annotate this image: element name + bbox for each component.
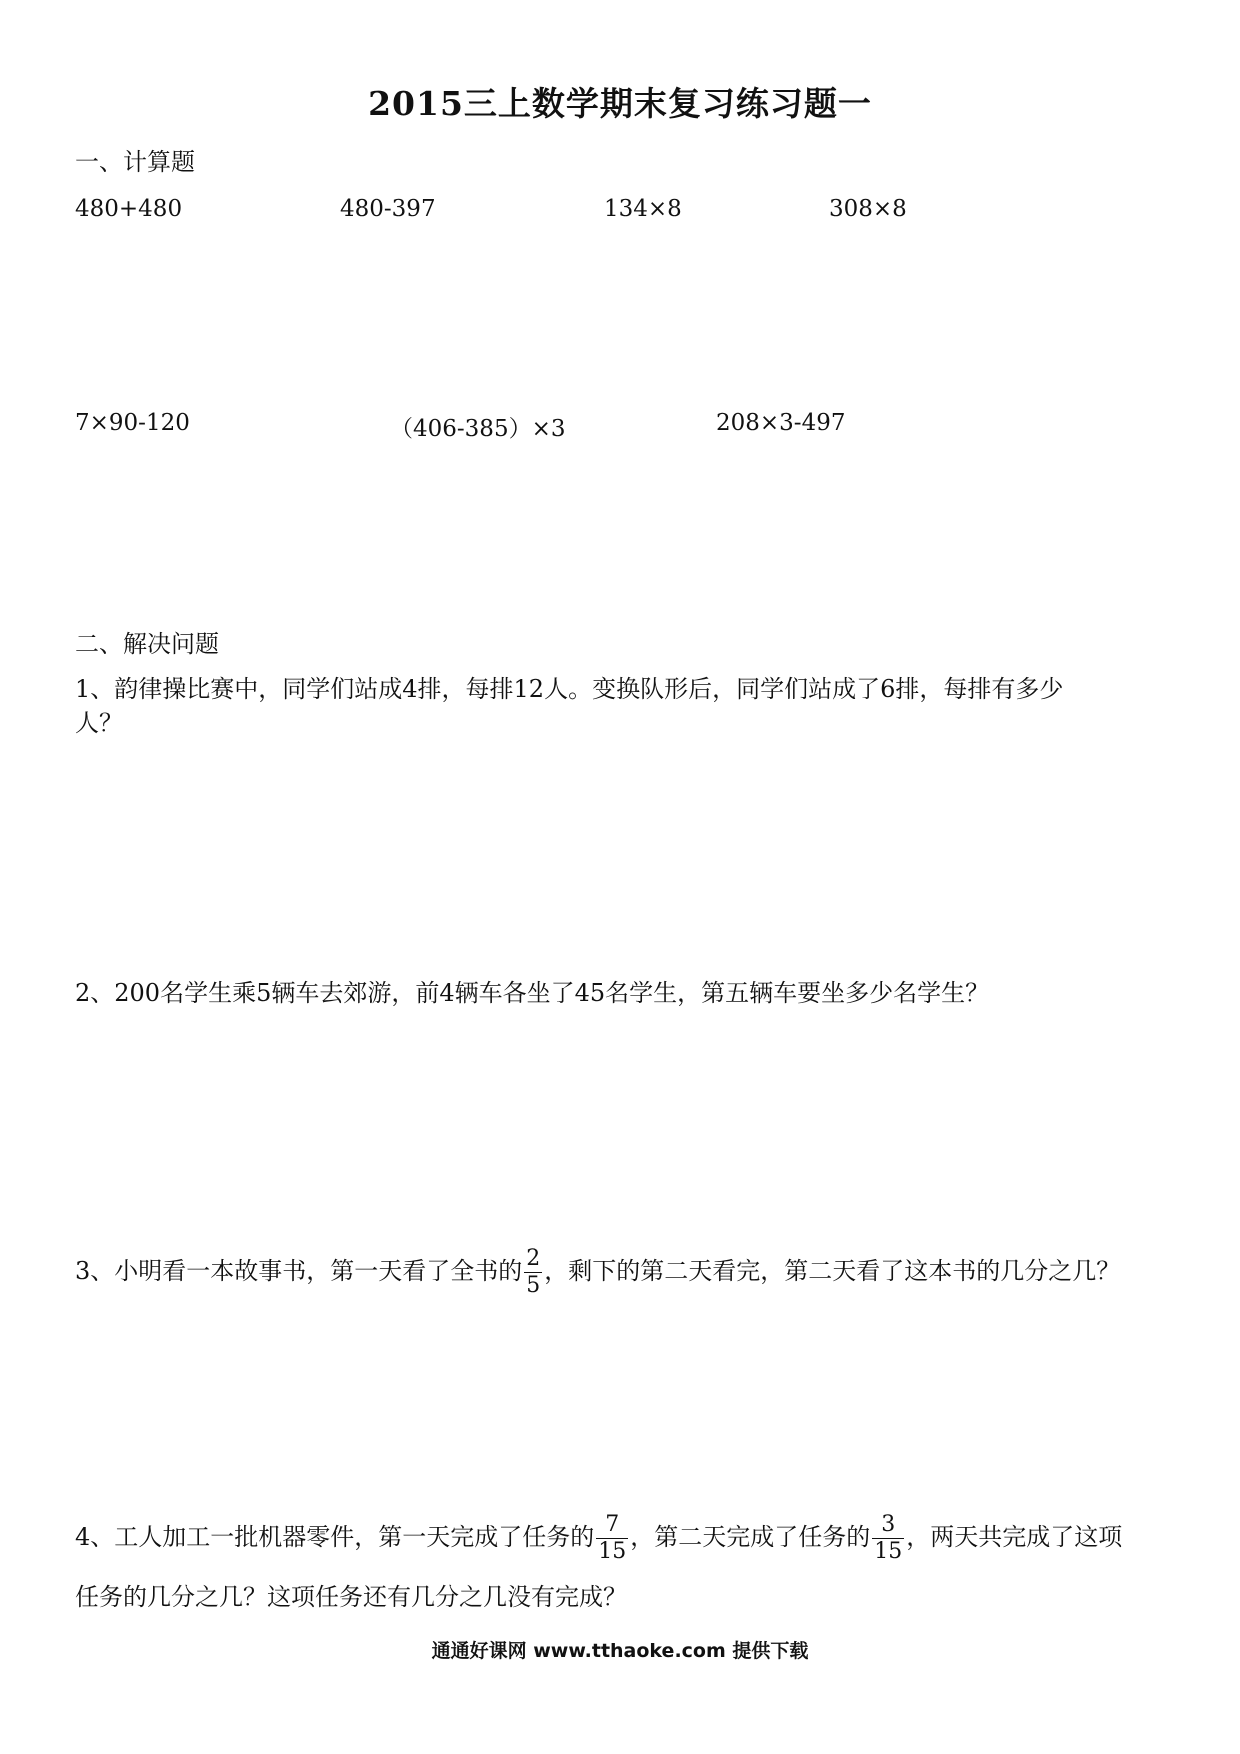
section-heading-calculation: 一、计算题 (75, 148, 195, 176)
calc-problem: 480-397 (340, 196, 436, 222)
calc-problem: 308×8 (829, 196, 907, 222)
word-problem-1-line1: 1、韵律操比赛中，同学们站成4排，每排12人。变换队形后，同学们站成了6排，每排有多少 (75, 675, 1064, 703)
calc-problem: （406-385）×3 (390, 416, 566, 442)
fraction-denominator: 15 (598, 1539, 627, 1564)
section-heading-word-problems: 二、解决问题 (75, 630, 219, 658)
footer-source: 通通好课网 www.tthaoke.com 提供下载 (431, 1640, 809, 1662)
fraction-denominator: 15 (874, 1539, 903, 1564)
calc-problem: 480+480 (75, 196, 183, 222)
page-title: 2015三上数学期末复习练习题一 (368, 84, 872, 123)
word-problem-4-line2: 任务的几分之几？这项任务还有几分之几没有完成？ (75, 1583, 627, 1611)
calc-problem: 208×3-497 (716, 410, 846, 436)
fraction-numerator: 2 (526, 1246, 541, 1271)
calc-problem: 134×8 (604, 196, 682, 222)
word-problem-3 (75, 1246, 1120, 1299)
fraction-denominator: 5 (526, 1273, 541, 1298)
calc-problem: 7×90-120 (75, 410, 190, 436)
fraction (596, 1512, 628, 1565)
fraction (524, 1246, 542, 1299)
word-problem-2: 2、200名学生乘5辆车去郊游，前4辆车各坐了45名学生，第五辆车要坐多少名学生？ (75, 979, 990, 1007)
word-problem-1-line2: 人？ (75, 709, 123, 737)
word-problem-4-text-part3: ，两天共完成了这项 (906, 1523, 1123, 1551)
word-problem-4-line1 (75, 1512, 1122, 1565)
word-problem-3-text-before: 3、小明看一本故事书，第一天看了全书的 (75, 1257, 523, 1285)
fraction (872, 1512, 904, 1565)
fraction-numerator: 7 (596, 1512, 628, 1539)
word-problem-3-text-after: ，剩下的第二天看完，第二天看了这本书的几分之几？ (544, 1257, 1121, 1285)
word-problem-4-text-part2: ，第二天完成了任务的 (630, 1523, 871, 1551)
fraction-numerator: 3 (872, 1512, 904, 1539)
word-problem-4-text-part1: 4、工人加工一批机器零件，第一天完成了任务的 (75, 1523, 595, 1551)
